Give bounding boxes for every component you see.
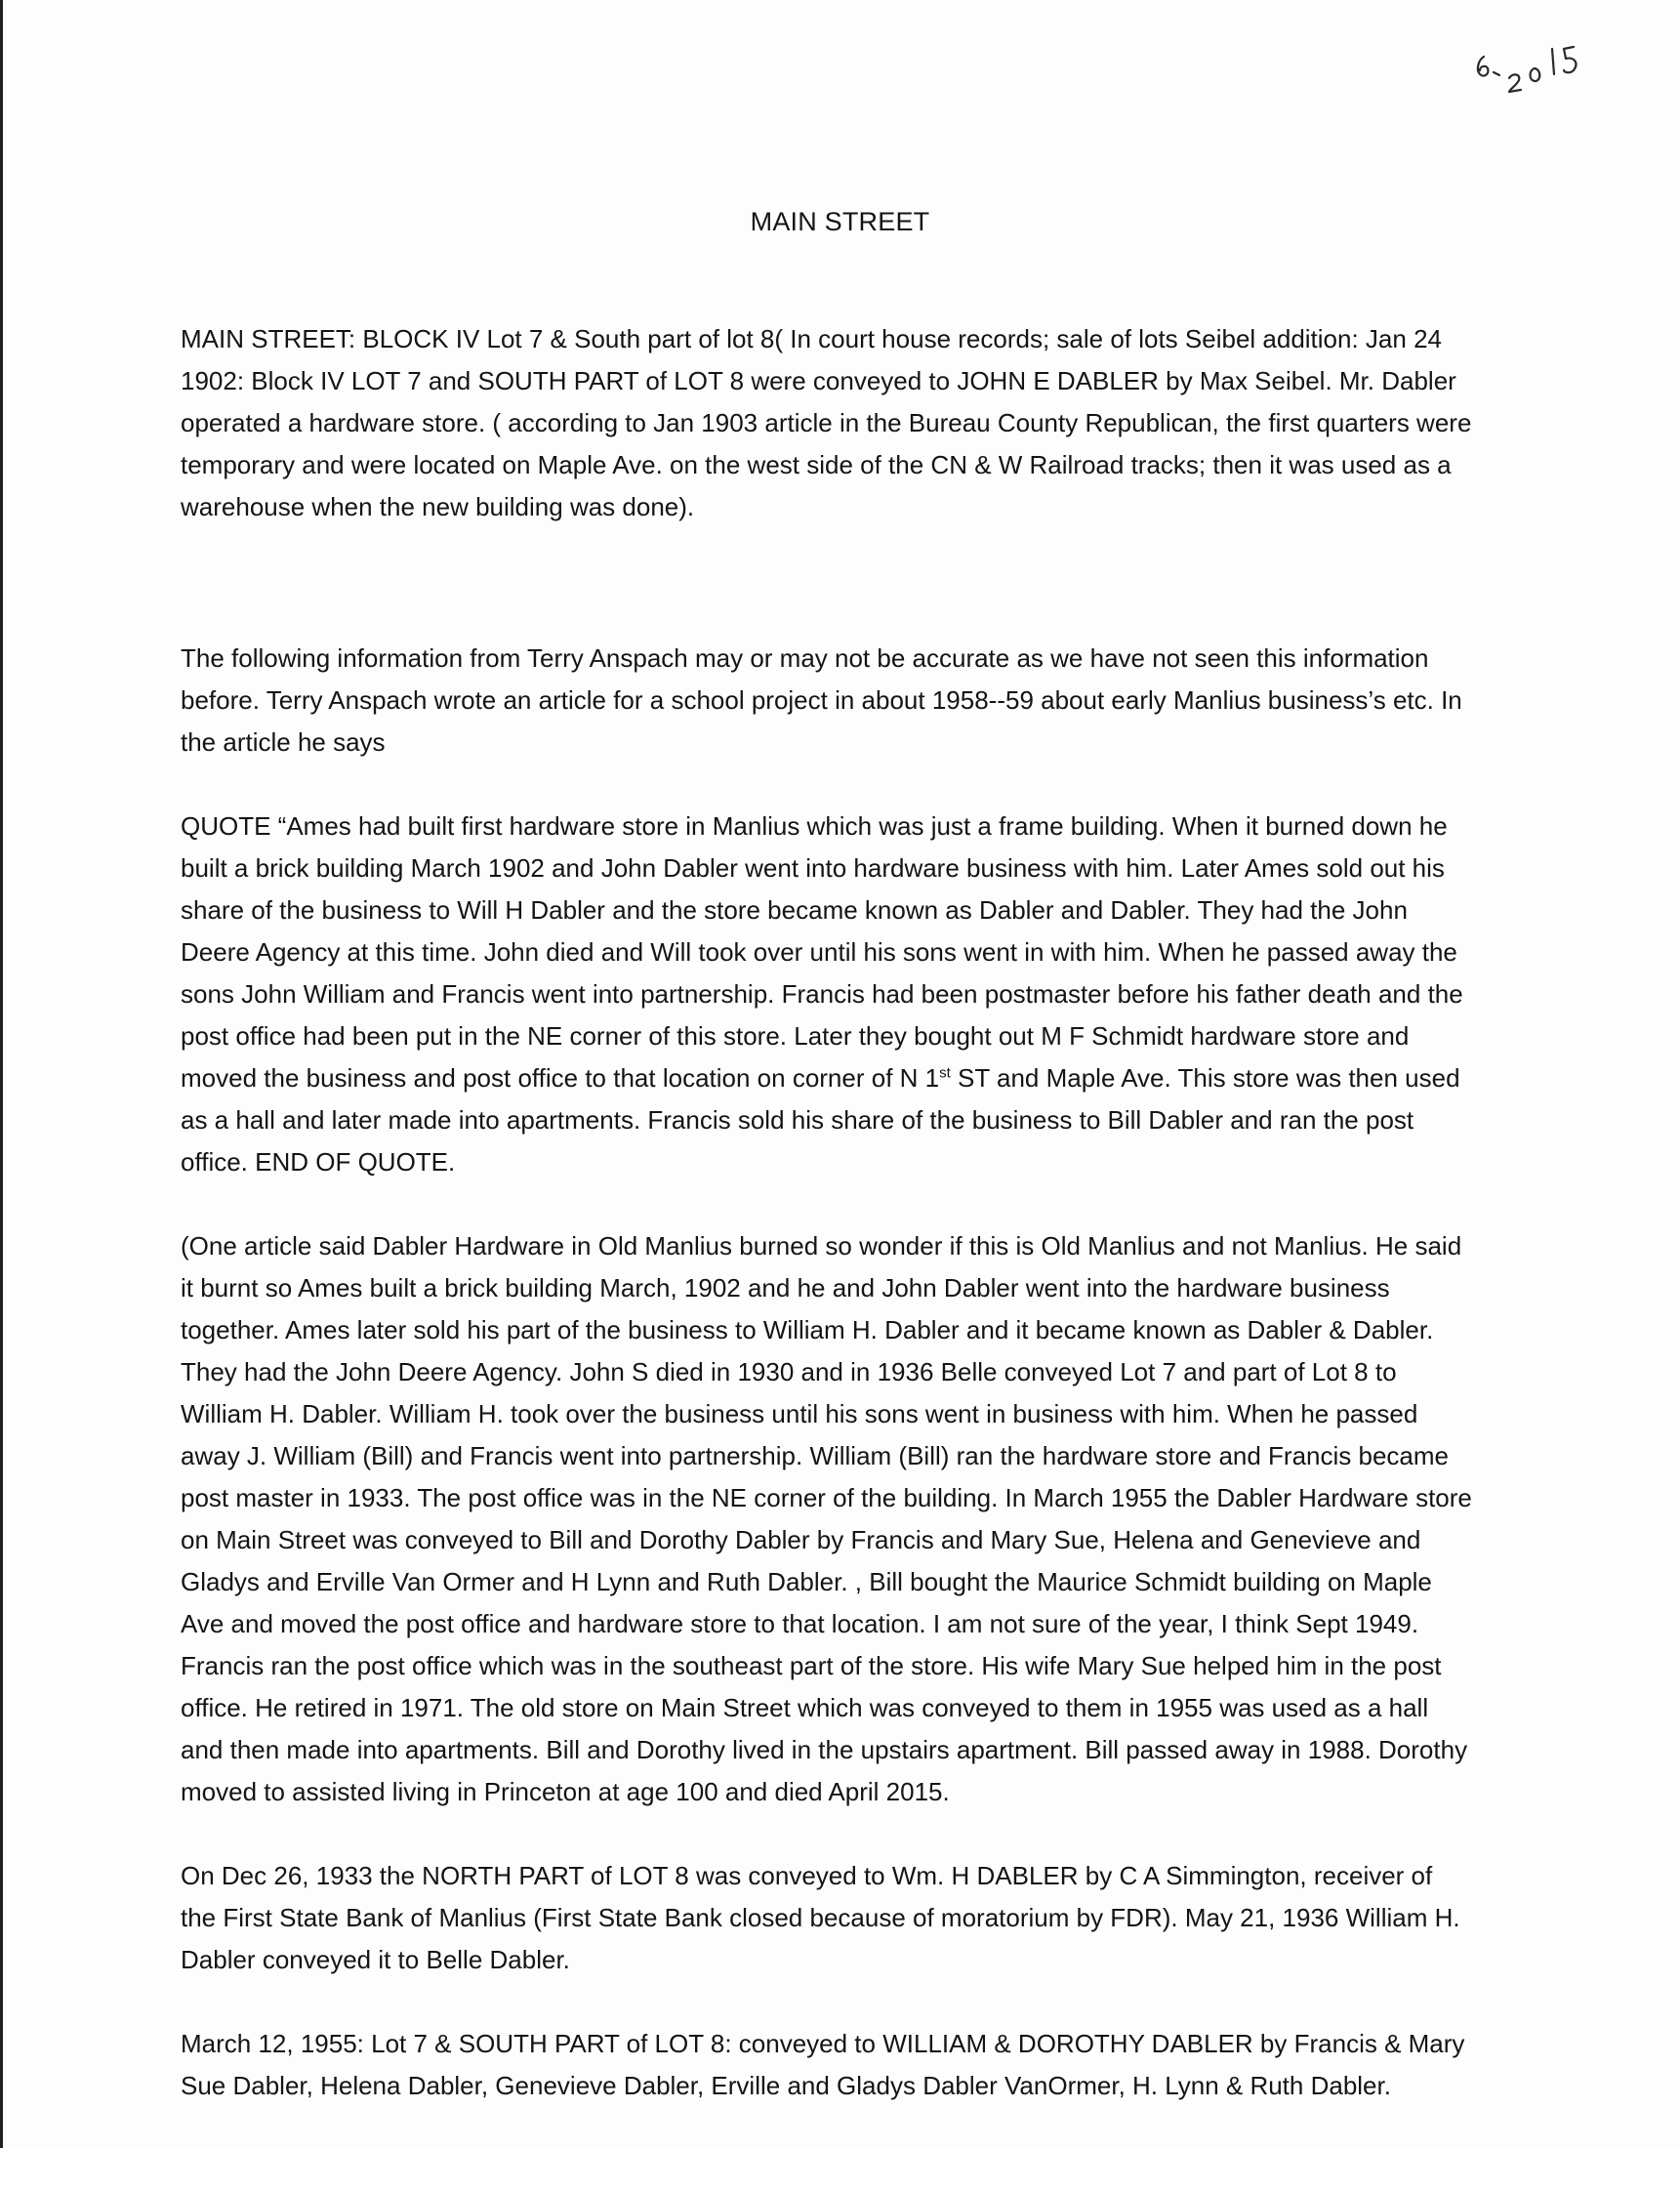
quote-text-part-1: QUOTE “Ames had built first hardware store in Manlius which was just a frame building. When it burned down he built a brick building March 1902 and John Dabler went into hardware business with him. Later Ames sold out his share of the business to Will H Dabler and the store became known as Dabler and Dabler. They had the John Deere Agency at this time. John died and Will took over until his sons went in with him. When he passed away the sons John William and Francis went into partnership. Francis had been postmaster before his father death and the post office had been put in the NE corner of this store. Later they bought out M F Schmidt hardware store and moved the business and post office to that location on corner of N 1 [181, 811, 1463, 1093]
paragraph-block-anspach [181, 596, 1474, 2149]
ordinal-superscript: st [939, 1064, 951, 1082]
handwritten-date-annotation [1464, 29, 1601, 98]
paragraph-anspach-quote [181, 806, 1474, 1183]
page-title: MAIN STREET [750, 207, 930, 236]
paragraph-lot-conveyance: MAIN STREET: BLOCK IV Lot 7 & South part of lot 8( In court house records; sale of lots Seibel addition: Jan 24 1902: Block IV LOT 7 and SOUTH PART of LOT 8 were conveyed to JOHN E DABLER by Max Seibel. Mr. Dabler operated a hardware store. ( according to Jan 1903 article in the Bureau County Republican, the first quarters were temporary and were located on Maple Ave. on the west side of the CN & W Railroad tracks; then it was used as a warehouse when the new building was done). [181, 324, 1472, 521]
paragraph-history-notes: (One article said Dabler Hardware in Old Manlius burned so wonder if this is Old Manlius and not Manlius. He said it burnt so Ames built a brick building March, 1902 and he and John Dabler went into the hardware business together. Ames later sold his part of the business to William H. Dabler and it became known as Dabler & Dabler. They had the John Deere Agency. John S died in 1930 and in 1936 Belle conveyed Lot 7 and part of Lot 8 to William H. Dabler. William H. took over the business until his sons went in business with him. When he passed away J. William (Bill) and Francis went into partnership. William (Bill) ran the hardware store and Francis became post master in 1933. The post office was in the NE corner of the building. In March 1955 the Dabler Hardware store on Main Street was conveyed to Bill and Dorothy Dabler by Francis and Mary Sue, Helena and Genevieve and Gladys and Erville Van Ormer and H Lynn and Ruth Dabler. , Bill bought the Maurice Schmidt building on Maple Ave and moved the post office and hardware store to that location. I am not sure of the year, I think Sept 1949. Francis ran the post office which was in the southeast part of the store. His wife Mary Sue helped him in the post office. He retired in 1971. The old store on Main Street which was conveyed to them in 1955 was used as a hall and then made into apartments. Bill and Dorothy lived in the upstairs apartment. Bill passed away in 1988. Dorothy moved to assisted living in Princeton at age 100 and died April 2015. [181, 1231, 1472, 1806]
paragraph-anspach-intro: The following information from Terry Anspach may or may not be accurate as we have not seen this information before. Terry Anspach wrote an article for a school project in about 1958--59 about early Manlius business’s etc. In the article he says [181, 643, 1462, 757]
paragraph-1955-conveyance: March 12, 1955: Lot 7 & SOUTH PART of LOT 8: conveyed to WILLIAM & DOROTHY DABLER by Francis & Mary Sue Dabler, Helena Dabler, Genevieve Dabler, Erville and Gladys Dabler VanOrmer, H. Lynn & Ruth Dabler. [181, 2029, 1465, 2100]
quote-text-part-2: ST and Maple Ave. This store was then used as a hall and later made into apartments. Francis sold his share of the business to Bill Dabler and ran the post office. END OF QUOTE. [181, 1063, 1460, 1177]
paragraph-north-lot-conveyance: On Dec 26, 1933 the NORTH PART of LOT 8 was conveyed to Wm. H DABLER by C A Simmington, receiver of the First State Bank of Manlius (First State Bank closed because of moratorium by FDR). May 21, 1936 William H. Dabler conveyed it to Belle Dabler. [181, 1861, 1460, 1974]
document-body [181, 276, 1474, 2191]
scan-edge [0, 0, 3, 2148]
